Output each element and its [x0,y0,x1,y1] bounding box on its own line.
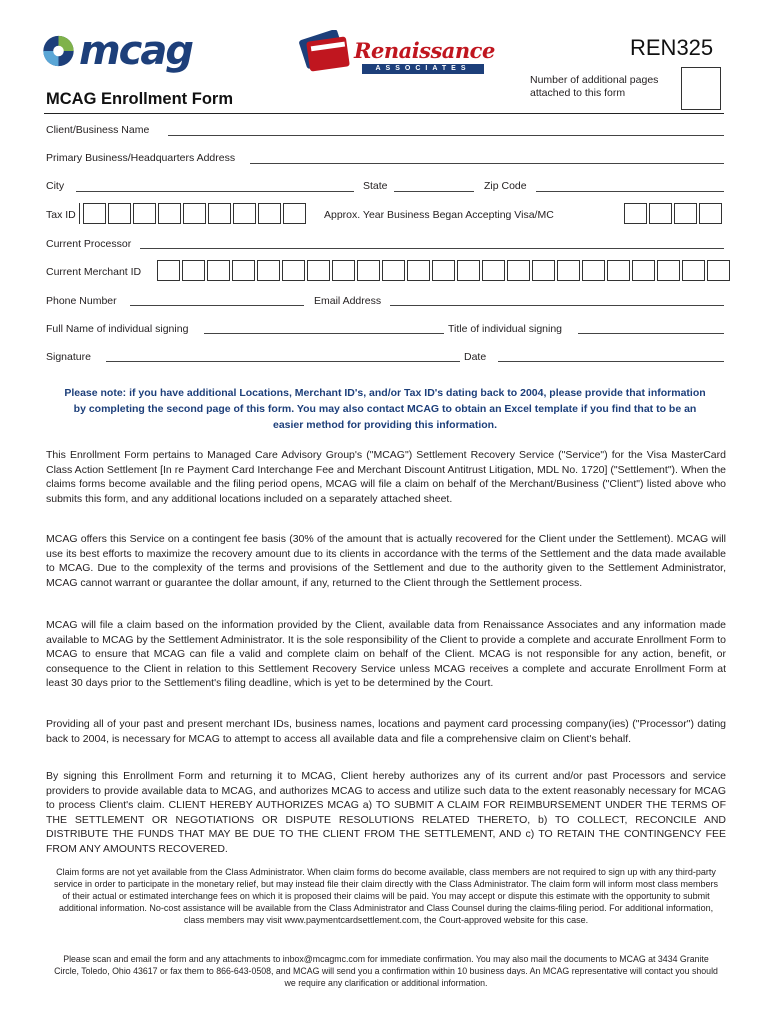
tax-id-box[interactable] [79,203,82,224]
tax-id-box[interactable] [233,203,256,224]
current-processor-label: Current Processor [46,238,132,250]
city-field[interactable] [76,191,354,192]
additional-info-note: Please note: if you have additional Locations, Merchant ID's, and/or Tax ID's dating back to 2004, please provide that information by completing the second page of this form. You may also contact MCAG to obtain an Excel template if you find that to be an easier method for providing this information. [64,387,706,431]
paragraph-fee: MCAG offers this Service on a contingent fee basis (30% of the amount that is actually recovered for the Client under the Settlement). MCAG will use its best efforts to maximize the recovery amount due to its clients in accordance with the terms of the Settlement and the data made available to MCAG. Due to the complexity of the terms and provisions of the Settlement and due to the authority given to the Settlement Administrator, MCAG cannot warrant or guarantee the dollar amount, if any, returned to the Client through the Settlement process. [46,533,726,589]
zip-label: Zip Code [484,180,527,192]
paragraph-claim: MCAG will file a claim based on the information provided by the Client, available data from Renaissance Associates and any information made available to MCAG by the Settlement Administrator. It is the sole responsibility of the Client to provide a complete and accurate Enrollment Form to MCAG to ensure that MCAG can file a valid and complete claim on behalf of the Client. MCAG is not responsible for any action, benefit, or consequence to the Client in relation to this Settlement Recovery Service unless MCAG receives a complete and accurate Enrollment Form at least 30 days prior to the Settlement's filing deadline, which is yet to be determined by the Court. [46,619,726,690]
merchant-id-box[interactable] [357,260,380,281]
paragraph-data: Providing all of your past and present merchant IDs, business names, locations and payment card processing company(ies) ("Processor") dating back to 2004, is necessary for MCAG to attempt to access all available data and file a comprehensive claim on Client's behalf. [46,718,726,745]
tax-id-box[interactable] [158,203,181,224]
approx-year-boxes [624,203,724,224]
mcag-logo-text: mcag [78,28,192,74]
renaissance-logo-text: Renaissance [354,38,495,63]
primary-address-field[interactable] [250,163,724,164]
renaissance-logo-subtitle: ASSOCIATES [362,64,484,74]
form-code: REN325 [630,35,714,60]
merchant-id-box[interactable] [707,260,730,281]
date-label: Date [464,351,487,363]
merchant-id-box[interactable] [232,260,255,281]
tax-id-box[interactable] [183,203,206,224]
mcag-globe-icon [42,26,75,76]
merchant-id-box[interactable] [282,260,305,281]
merchant-id-box[interactable] [532,260,555,281]
mcag-logo [42,22,192,80]
email-field[interactable] [390,305,724,306]
tax-id-boxes [79,203,308,224]
page-title: MCAG Enrollment Form [46,90,234,108]
merchant-id-box[interactable] [507,260,530,281]
merchant-id-box[interactable] [207,260,230,281]
credit-card-icon [296,30,352,74]
phone-label: Phone Number [46,295,117,307]
merchant-id-box[interactable] [682,260,705,281]
year-box[interactable] [674,203,697,224]
year-box[interactable] [649,203,672,224]
merchant-id-box[interactable] [182,260,205,281]
client-business-name-label: Client/Business Name [46,124,150,136]
paragraph-authorization: By signing this Enrollment Form and returning it to MCAG, Client hereby authorizes any of its current and/or past Processors and service providers to provide available data to MCAG, and authorizes MCAG to access and utilize such data to the extent reasonably necessary for MCAG to process Client's claim. CLIENT HEREBY AUTHORIZES MCAG a) TO SUBMIT A CLAIM FOR REIMBURSEMENT UNDER THE TERMS OF THE SETTLEMENT OR NEGOTIATIONS OR DISPUTE RESOLUTIONS RELATED THERETO, b) TO COLLECT, RECONCILE AND DISTRIBUTE THE FUNDS THAT MAY BE DUE TO THE CLIENT FROM THE SETTLEMENT, AND c) TO RETAIN THE CONTINGENCY FEE FROM ANY AMOUNTS RECOVERED. [46,770,726,855]
tax-id-box[interactable] [83,203,106,224]
full-name-field[interactable] [204,333,444,334]
merchant-id-box[interactable] [382,260,405,281]
year-box[interactable] [699,203,722,224]
tax-id-box[interactable] [283,203,306,224]
merchant-id-boxes [157,260,732,281]
merchant-id-box[interactable] [582,260,605,281]
merchant-id-box[interactable] [432,260,455,281]
tax-id-box[interactable] [208,203,231,224]
merchant-id-box[interactable] [557,260,580,281]
paragraph-intro: This Enrollment Form pertains to Managed Care Advisory Group's ("MCAG") Settlement Recovery Service ("Service") for the Visa MasterCard Class Action Settlement [In re Payment Card Interchange Fee and Merchant Discount Antitrust Litigation, MDL No. 1720] ("Settlement"). When the claims forms become available and the filing period opens, MCAG will file a claim on behalf of the Merchant/Business ("Client") listed above who submits this form, and any additional locations included on a separately attached sheet. [46,449,726,505]
renaissance-logo [292,24,495,80]
signature-label: Signature [46,351,91,363]
full-name-label: Full Name of individual signing [46,323,189,335]
zip-field[interactable] [536,191,724,192]
merchant-id-box[interactable] [607,260,630,281]
approx-year-label: Approx. Year Business Began Accepting Visa/MC [324,209,554,221]
merchant-id-box[interactable] [632,260,655,281]
merchant-id-box[interactable] [482,260,505,281]
title-divider [44,113,724,114]
title-signing-field[interactable] [578,333,724,334]
merchant-id-box[interactable] [257,260,280,281]
state-label: State [363,180,388,192]
tax-id-box[interactable] [133,203,156,224]
current-processor-field[interactable] [140,248,724,249]
merchant-id-box[interactable] [157,260,180,281]
city-label: City [46,180,65,192]
date-field[interactable] [498,361,724,362]
submission-instructions: Please scan and email the form and any attachments to inbox@mcagmc.com for immediate confirmation. You may also mail the documents to MCAG at 3434 Granite Circle, Toledo, Ohio 43617 or fax them to 866-643-0508, and MCAG will send you a confirmation within 10 business days. An MCAG representative will contact you should we require any clarification or additional information. [54,954,718,988]
tax-id-box[interactable] [258,203,281,224]
tax-id-label: Tax ID [46,209,76,221]
state-field[interactable] [394,191,474,192]
current-merchant-id-label: Current Merchant ID [46,266,142,278]
signature-field[interactable] [106,361,460,362]
primary-address-label: Primary Business/Headquarters Address [46,152,236,164]
merchant-id-box[interactable] [407,260,430,281]
additional-pages-box[interactable] [681,67,721,110]
tax-id-box[interactable] [108,203,131,224]
additional-pages-label: Number of additional pages attached to this form [530,74,659,99]
email-label: Email Address [314,295,382,307]
title-signing-label: Title of individual signing [448,323,563,335]
merchant-id-box[interactable] [457,260,480,281]
year-box[interactable] [624,203,647,224]
merchant-id-box[interactable] [657,260,680,281]
merchant-id-box[interactable] [332,260,355,281]
phone-field[interactable] [130,305,304,306]
merchant-id-box[interactable] [307,260,330,281]
claim-forms-disclaimer: Claim forms are not yet available from the Class Administrator. When claim forms do become available, class members are not required to sign up with any third-party service in order to participate in the monetary relief, but may instead file their claim directly with the Class Administrator. The claim form will inform most class members of their actual or estimated interchange fees on which it is proposed their claims will be paid. You may accept or dispute this estimate with the opportunity to submit additional information. No-cost assistance will be available from the Class Administrator and Class Counsel during the claims-filing period. For additional information, class members may visit www.paymentcardsettlement.com, the Court-approved website for this case. [53,867,719,925]
client-business-name-field[interactable] [168,135,724,136]
